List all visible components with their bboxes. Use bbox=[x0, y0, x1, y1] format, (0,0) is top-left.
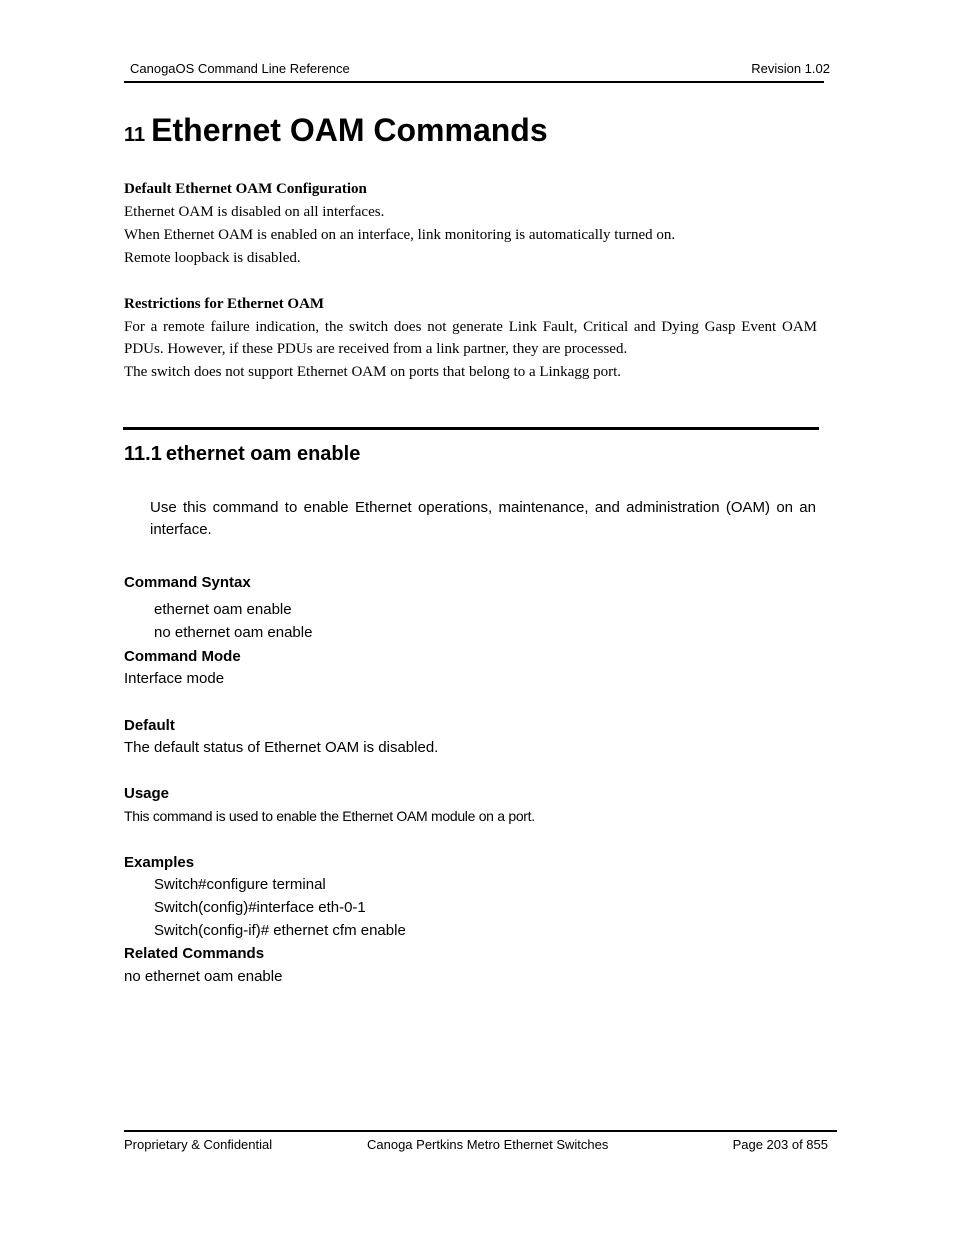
section-rule bbox=[123, 427, 819, 430]
restrictions-line: For a remote failure indication, the switch does not generate Link Fault, Critical and Dying Gasp Event OAM bbox=[124, 319, 817, 335]
default-config-heading: Default Ethernet OAM Configuration bbox=[124, 181, 367, 197]
footer-product: Canoga Pertkins Metro Ethernet Switches bbox=[367, 1137, 609, 1152]
example-line: Switch#configure terminal bbox=[154, 876, 326, 893]
syntax-line: no ethernet oam enable bbox=[154, 624, 313, 641]
default-text: The default status of Ethernet OAM is disabled. bbox=[124, 739, 439, 756]
example-line: Switch(config)#interface eth-0-1 bbox=[154, 899, 366, 916]
usage-heading: Usage bbox=[124, 785, 170, 802]
related-commands-text: no ethernet oam enable bbox=[124, 968, 283, 985]
description-line: Use this command to enable Ethernet operations, maintenance, and administration (OAM) on an bbox=[150, 499, 816, 516]
section-title bbox=[124, 443, 360, 466]
restrictions-line: The switch does not support Ethernet OAM on ports that belong to a Linkagg port. bbox=[124, 364, 621, 380]
restrictions-heading: Restrictions for Ethernet OAM bbox=[124, 296, 325, 312]
section-heading: ethernet oam enable bbox=[165, 443, 361, 465]
description-line: interface. bbox=[150, 521, 212, 538]
chapter-heading: Ethernet OAM Commands bbox=[151, 112, 548, 148]
chapter-number: 11 bbox=[124, 124, 146, 146]
examples-heading: Examples bbox=[124, 854, 195, 871]
header-rule bbox=[124, 81, 824, 83]
command-mode-text: Interface mode bbox=[124, 670, 225, 687]
section-number: 11.1 bbox=[124, 443, 162, 465]
running-header-title: CanogaOS Command Line Reference bbox=[130, 61, 350, 76]
syntax-line: ethernet oam enable bbox=[154, 601, 292, 618]
footer-rule bbox=[124, 1130, 837, 1132]
default-config-line: Ethernet OAM is disabled on all interfaces. bbox=[124, 204, 385, 220]
footer-page-number: Page 203 of 855 bbox=[732, 1137, 828, 1152]
related-commands-heading: Related Commands bbox=[124, 945, 265, 962]
restrictions-line: PDUs. However, if these PDUs are received from a link partner, they are processed. bbox=[124, 341, 628, 357]
example-line: Switch(config-if)# ethernet cfm enable bbox=[154, 922, 406, 939]
command-mode-heading: Command Mode bbox=[124, 648, 241, 665]
command-syntax-heading: Command Syntax bbox=[124, 574, 251, 591]
usage-text: This command is used to enable the Ethernet OAM module on a port. bbox=[124, 808, 535, 824]
default-config-line: Remote loopback is disabled. bbox=[124, 250, 301, 266]
footer-confidentiality: Proprietary & Confidential bbox=[124, 1137, 273, 1152]
chapter-title bbox=[124, 112, 548, 149]
default-config-line: When Ethernet OAM is enabled on an interface, link monitoring is automatically turned on. bbox=[124, 227, 676, 243]
default-heading: Default bbox=[124, 717, 175, 734]
running-header-revision: Revision 1.02 bbox=[751, 61, 830, 76]
